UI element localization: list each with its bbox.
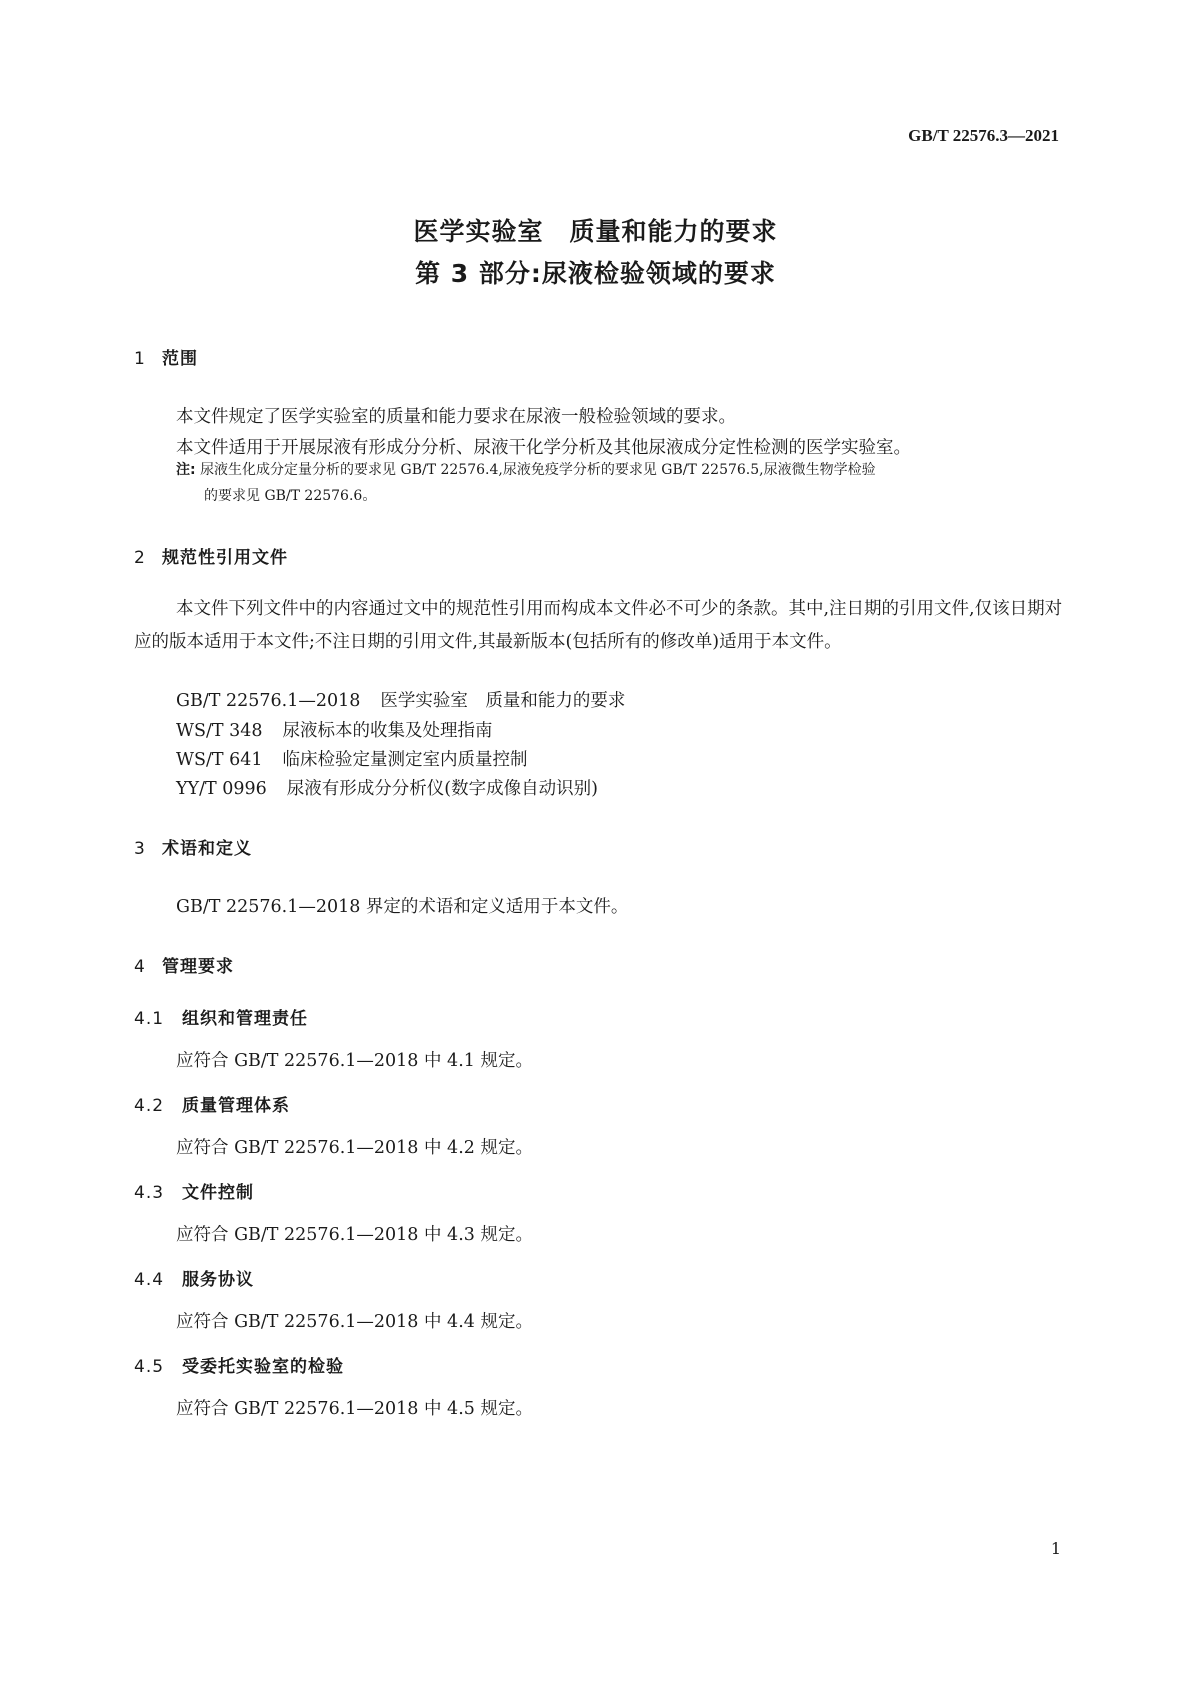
section-title: 管理要求 — [162, 957, 234, 977]
section-1-paragraph-1: 本文件规定了医学实验室的质量和能力要求在尿液一般检验领域的要求。 — [176, 407, 736, 427]
section-1-heading — [134, 344, 198, 369]
subsection-number: 4.5 — [134, 1357, 165, 1377]
subsection-title: 受委托实验室的检验 — [182, 1357, 344, 1377]
note-text-line1: 尿液生化成分定量分析的要求见 GB/T 22576.4,尿液免疫学分析的要求见 GB/T 22576.5,尿液微生物学检验 — [200, 462, 876, 478]
section-2-heading — [134, 543, 288, 568]
subsection-number: 4.4 — [134, 1270, 165, 1290]
reference-title: 尿液有形成分分析仪(数字成像自动识别) — [286, 779, 598, 799]
section-3-heading — [134, 834, 252, 859]
subsection-4-5-text: 应符合 GB/T 22576.1—2018 中 4.5 规定。 — [176, 1399, 533, 1419]
page-number: 1 — [1050, 1539, 1061, 1558]
subsection-4-3-text: 应符合 GB/T 22576.1—2018 中 4.3 规定。 — [176, 1225, 533, 1245]
section-number: 2 — [134, 548, 146, 568]
section-number: 1 — [134, 349, 146, 369]
section-4-heading — [134, 952, 234, 977]
document-title-line1: 医学实验室 质量和能力的要求 — [413, 217, 778, 246]
section-title: 范围 — [162, 349, 198, 369]
section-1-note-line2: 的要求见 GB/T 22576.6。 — [204, 488, 377, 504]
subsection-4-1-text: 应符合 GB/T 22576.1—2018 中 4.1 规定。 — [176, 1051, 533, 1071]
reference-code: WS/T 641 — [176, 750, 263, 770]
subsection-4-4-heading — [134, 1265, 254, 1290]
reference-item — [176, 775, 598, 800]
subsection-4-2-heading — [134, 1091, 290, 1116]
reference-title: 医学实验室 质量和能力的要求 — [380, 691, 626, 711]
section-title: 规范性引用文件 — [162, 548, 288, 568]
document-title-line2: 第 3 部分:尿液检验领域的要求 — [415, 259, 776, 288]
subsection-number: 4.2 — [134, 1096, 165, 1116]
section-number: 3 — [134, 839, 146, 859]
section-3-paragraph: GB/T 22576.1—2018 界定的术语和定义适用于本文件。 — [176, 897, 629, 917]
reference-item — [176, 687, 625, 712]
subsection-4-4-text: 应符合 GB/T 22576.1—2018 中 4.4 规定。 — [176, 1312, 533, 1332]
subsection-4-3-heading — [134, 1178, 254, 1203]
standard-code: GB/T 22576.3—2021 — [908, 126, 1059, 145]
section-1-paragraph-2: 本文件适用于开展尿液有形成分分析、尿液干化学分析及其他尿液成分定性检测的医学实验室。 — [176, 438, 911, 458]
subsection-4-2-text: 应符合 GB/T 22576.1—2018 中 4.2 规定。 — [176, 1138, 533, 1158]
reference-title: 尿液标本的收集及处理指南 — [282, 721, 493, 741]
reference-title: 临床检验定量测定室内质量控制 — [282, 750, 528, 770]
reference-item — [176, 717, 493, 742]
subsection-number: 4.1 — [134, 1009, 165, 1029]
subsection-title: 质量管理体系 — [182, 1096, 290, 1116]
subsection-title: 文件控制 — [182, 1183, 254, 1203]
subsection-title: 组织和管理责任 — [182, 1009, 308, 1029]
reference-code: YY/T 0996 — [176, 779, 267, 799]
section-title: 术语和定义 — [162, 839, 252, 859]
section-number: 4 — [134, 957, 146, 977]
reference-code: WS/T 348 — [176, 721, 263, 741]
note-label: 注: — [176, 462, 196, 478]
section-2-intro: 本文件下列文件中的内容通过文中的规范性引用而构成本文件必不可少的条款。其中,注日期的引用文件,仅该日期对应的版本适用于本文件;不注日期的引用文件,其最新版本(包括所有的修改单)适用于本文件。 — [134, 599, 1063, 652]
subsection-4-1-heading — [134, 1004, 308, 1029]
section-1-note — [176, 457, 1066, 483]
subsection-title: 服务协议 — [182, 1270, 254, 1290]
reference-code: GB/T 22576.1—2018 — [176, 691, 361, 711]
subsection-4-5-heading — [134, 1352, 344, 1377]
subsection-number: 4.3 — [134, 1183, 165, 1203]
reference-item — [176, 746, 528, 771]
